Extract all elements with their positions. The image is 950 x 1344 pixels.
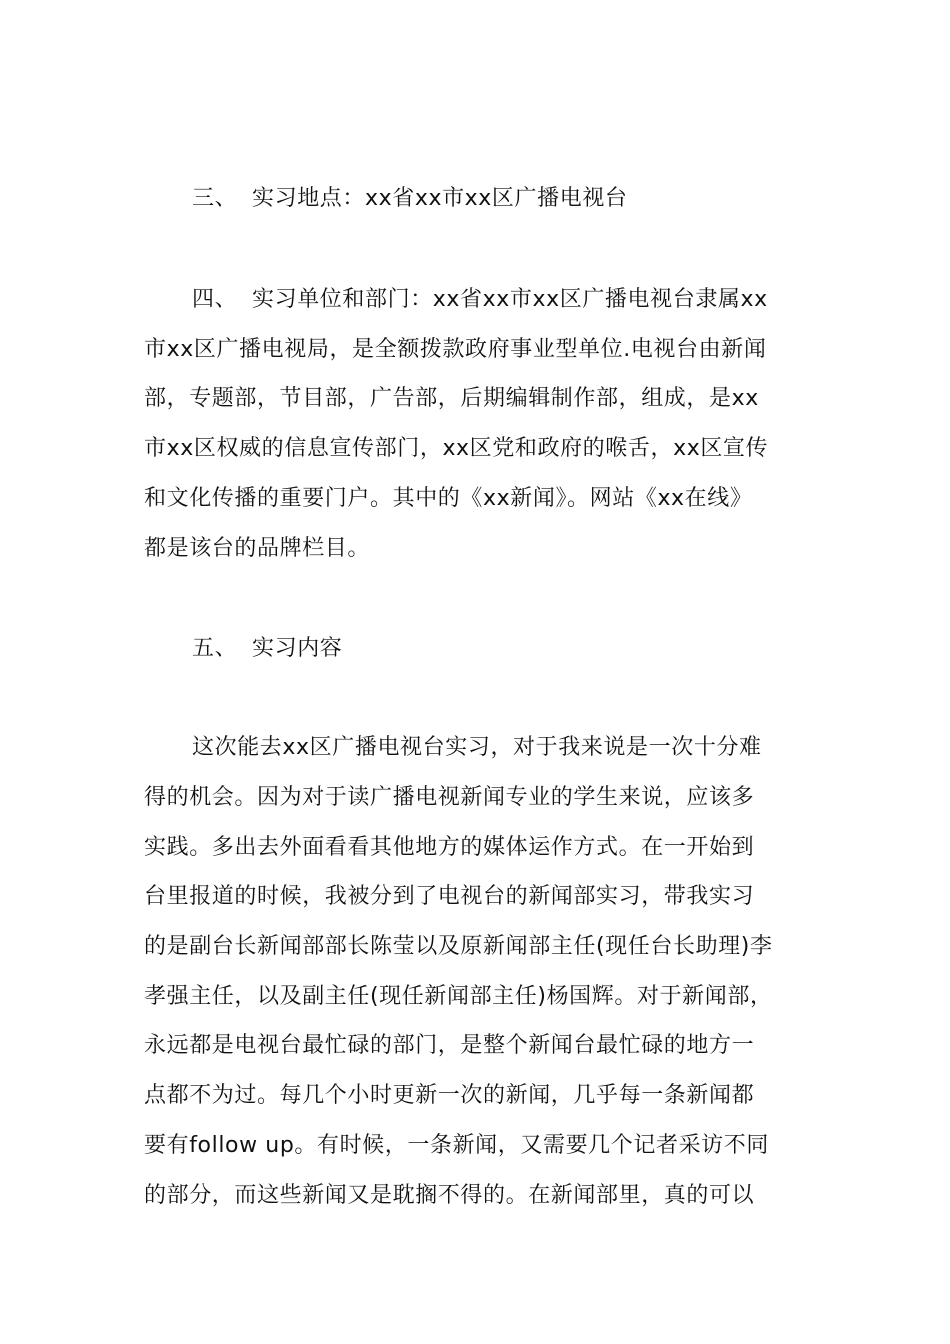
paragraph-line: 台里报道的时候，我被分到了电视台的新闻部实习，带我实习 (144, 884, 755, 909)
section-title: 实习地点：xx省xx市xx区广播电视台 (252, 186, 628, 211)
paragraph-line: 的部分，而这些新闻又是耽搁不得的。在新闻部里，真的可以 (144, 1183, 755, 1208)
text-line: 和文化传播的重要门户。其中的《xx新闻》。网站《xx在线》 (144, 486, 753, 511)
paragraph-first-line: 这次能去xx区广播电视台实习，对于我来说是一次十分难 (192, 735, 762, 760)
section-heading-3 (192, 184, 628, 214)
text-line: 部，专题部，节目部，广告部，后期编辑制作部，组成，是xx (144, 386, 759, 411)
paragraph-line: 实践。多出去外面看看其他地方的媒体运作方式。在一开始到 (144, 835, 755, 860)
section-heading-4 (192, 285, 768, 315)
paragraph-line: 孝强主任，以及副主任(现任新闻部主任)杨国辉。对于新闻部， (144, 984, 773, 1009)
section-title: 实习内容 (252, 636, 343, 661)
text-line: 市xx区广播电视局，是全额拨款政府事业型单位.电视台由新闻 (144, 337, 767, 362)
text-line: 都是该台的品牌栏目。 (144, 536, 371, 561)
section-number: 三、 (192, 186, 238, 211)
section-title: 实习单位和部门：xx省xx市xx区广播电视台隶属xx (252, 287, 768, 312)
text-line: 市xx区权威的信息宣传部门，xx区党和政府的喉舌，xx区宣传 (144, 436, 769, 461)
section-number: 四、 (192, 287, 238, 312)
paragraph-line: 永远都是电视台最忙碌的部门，是整个新闻台最忙碌的地方一 (144, 1033, 755, 1058)
section-number: 五、 (192, 636, 238, 661)
section-heading-5 (192, 634, 342, 664)
paragraph-line: 要有follow up。有时候，一条新闻，又需要几个记者采访不同 (144, 1133, 769, 1158)
paragraph-line: 得的机会。因为对于读广播电视新闻专业的学生来说，应该多 (144, 785, 755, 810)
paragraph-line: 点都不为过。每几个小时更新一次的新闻，几乎每一条新闻都 (144, 1083, 755, 1108)
paragraph-line: 的是副台长新闻部部长陈莹以及原新闻部主任(现任台长助理)李 (144, 934, 773, 959)
